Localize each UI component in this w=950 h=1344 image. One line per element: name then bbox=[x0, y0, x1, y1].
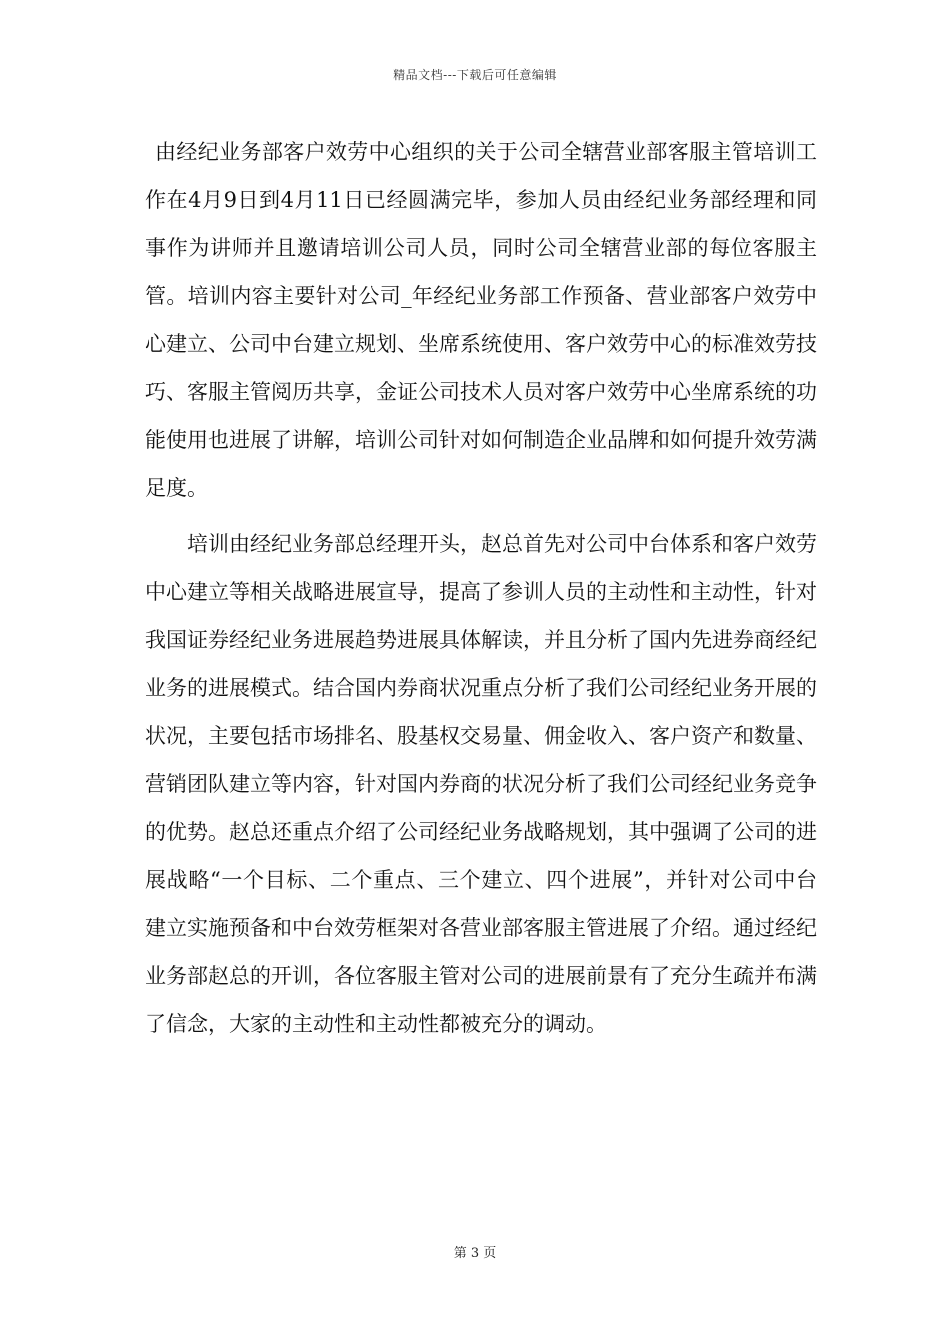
paragraph-2: 培训由经纪业务部总经理开头，赵总首先对公司中台体系和客户效劳中心建立等相关战略进展宣导，提高了参训人员的主动性和主动性，针对我国证券经纪业务进展趋势进展具体解读，并且分析了国内先进券商经纪业务的进展模式。结合国内券商状况重点分析了我们公司经纪业务开展的状况，主要包括市场排名、股基权交易量、佣金收入、客户资产和数量、营销团队建立等内容，针对国内券商的状况分析了我们公司经纪业务竞争的优势。赵总还重点介绍了公司经纪业务战略规划，其中强调了公司的进展战略“一个目标、二个重点、三个建立、四个进展”，并针对公司中台建立实施预备和中台效劳框架对各营业部客服主管进展了介绍。通过经纪业务部赵总的开训，各位客服主管对公司的进展前景有了充分生疏并布满了信念，大家的主动性和主动性都被充分的调动。 bbox=[145, 532, 817, 1036]
document-body bbox=[145, 128, 817, 1056]
page-header: 精品文档---下载后可任意编辑 bbox=[393, 68, 557, 82]
page-number: 第 3 页 bbox=[453, 1246, 497, 1261]
paragraph-1: 由经纪业务部客户效劳中心组织的关于公司全辖营业部客服主管培训工作在4月9日到4月11日已经圆满完毕，参加人员由经纪业务部经理和同事作为讲师并且邀请培训公司人员，同时公司全辖营业部的每位客服主管。培训内容主要针对公司_年经纪业务部工作预备、营业部客户效劳中心建立、公司中台建立规划、坐席系统使用、客户效劳中心的标准效劳技巧、客服主管阅历共享，金证公司技术人员对客户效劳中心坐席系统的功能使用也进展了讲解，培训公司针对如何制造企业品牌和如何提升效劳满足度。 bbox=[145, 140, 817, 500]
